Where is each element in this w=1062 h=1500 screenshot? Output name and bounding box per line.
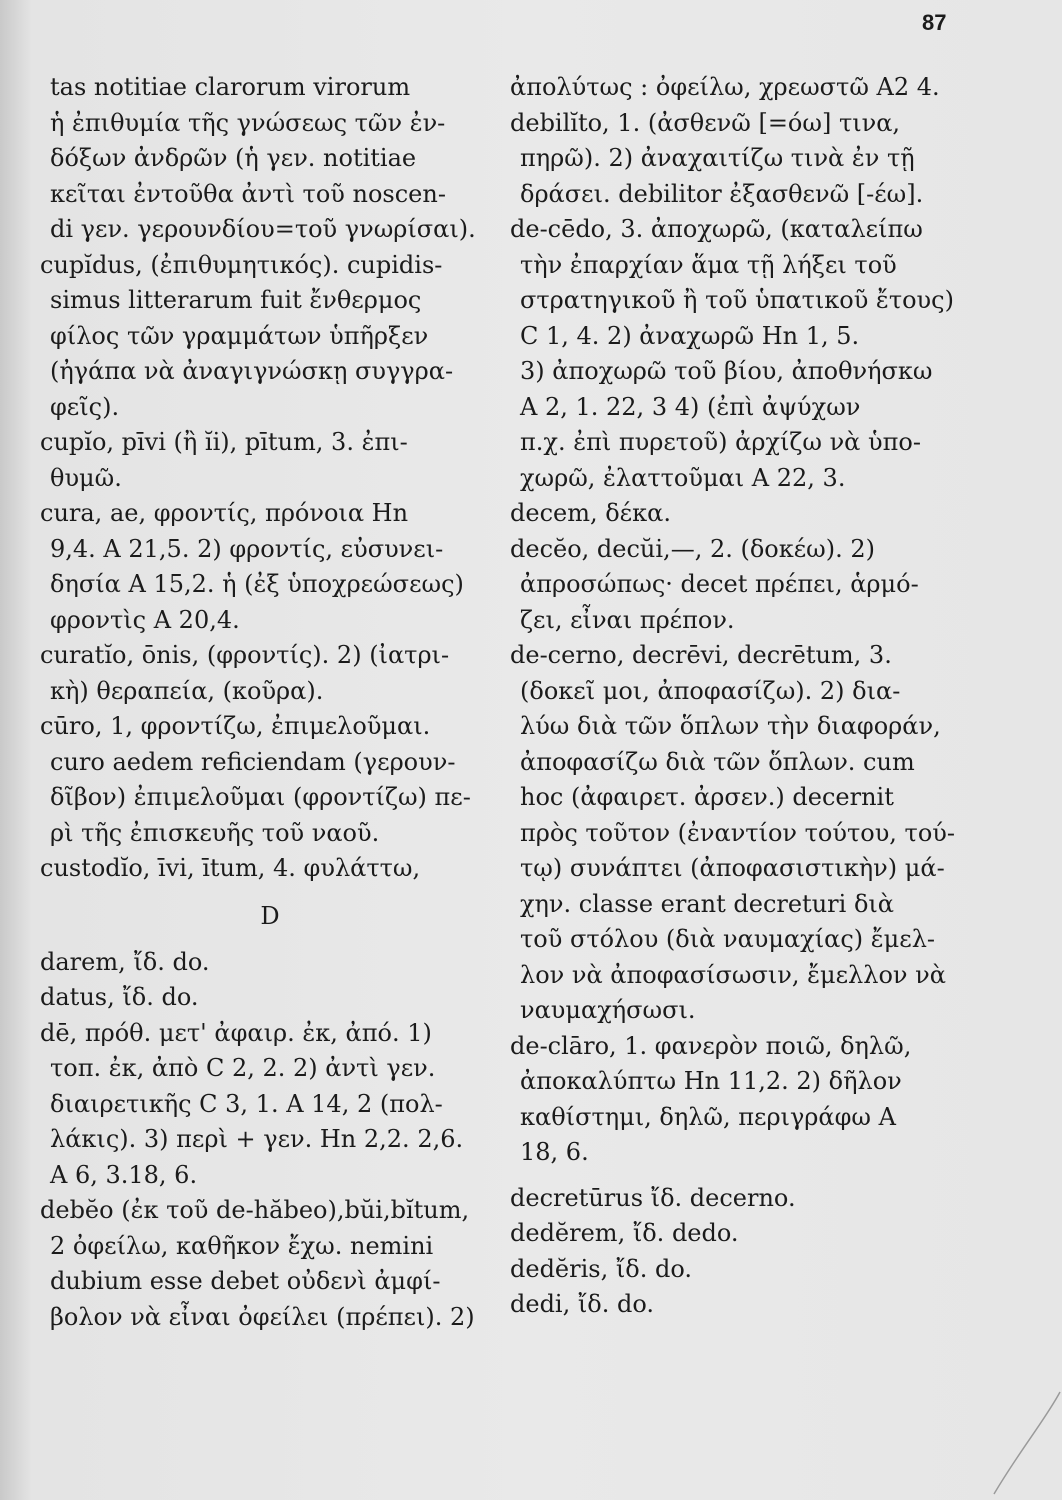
- text-line: cupĭo, pīvi (ἢ ĭi), pītum, 3. ἐπι-: [40, 428, 408, 456]
- left-entries: [40, 70, 480, 887]
- text-line: λύω διὰ τῶν ὅπλων τὴν διαφοράν,: [520, 712, 941, 740]
- text-line: στρατηγικοῦ ἢ τοῦ ὑπατικοῦ ἔτους): [520, 286, 954, 314]
- text-line: ἀποφασίζω διὰ τῶν ὅπλων. cum: [520, 747, 915, 776]
- text-line: τὴν ἐπαρχίαν ἅμα τῇ λήξει τοῦ: [520, 250, 897, 279]
- right-column: [510, 70, 955, 1323]
- right-entries-tail: [510, 1181, 950, 1323]
- text-line: custodĭo, īvi, ītum, 4. φυλάττω,: [40, 854, 421, 882]
- text-line: A 2, 1. 22, 3 4) (ἐπὶ ἀψύχων: [520, 392, 861, 421]
- text-line: χην. classe erant decreturi διὰ: [520, 889, 895, 918]
- text-line: π.χ. ἐπὶ πυρετοῦ) ἀρχίζω νὰ ὑπο-: [520, 428, 921, 456]
- text-line: decĕo, decŭi,—, 2. (δοκέω). 2): [510, 534, 875, 563]
- text-line: curatĭo, ōnis, (φροντίς). 2) (ἰατρι-: [40, 641, 450, 669]
- text-line: 9,4. A 21,5. 2) φροντίς, εὐσυνει-: [50, 534, 444, 563]
- section-letter: D: [260, 901, 280, 930]
- text-line: decem, δέκα.: [510, 499, 671, 527]
- text-line: dedĕris, ἴδ. do.: [510, 1254, 692, 1283]
- text-line: λάκις). 3) περὶ + γεν. Hn 2,2. 2,6.: [50, 1125, 464, 1153]
- left-entries-d: [40, 945, 480, 1336]
- text-line: φεῖς).: [50, 392, 120, 421]
- text-line: (δοκεῖ μοι, ἀποφασίζω). 2) δια-: [520, 676, 901, 705]
- text-line: de-clāro, 1. φανερὸν ποιῶ, δηλῶ,: [510, 1031, 912, 1060]
- text-line: ἀπροσώπως· decet πρέπει, ἁρμό-: [520, 570, 919, 598]
- text-line: κεῖται ἐντοῦθα ἀντὶ τοῦ noscen-: [50, 179, 446, 208]
- text-line: διαιρετικῆς C 3, 1. A 14, 2 (πολ-: [50, 1089, 443, 1118]
- text-line: 3) ἀποχωρῶ τοῦ βίου, ἀποθνήσκω: [520, 357, 933, 385]
- text-line: καθίστημι, δηλῶ, περιγράφω A: [520, 1102, 896, 1131]
- text-line: τῳ) συνάπτει (ἀποφασιστικὴν) μά-: [520, 854, 945, 882]
- text-line: datus, ἴδ. do.: [40, 983, 199, 1011]
- text-line: τοῦ στόλου (διὰ ναυμαχίας) ἔμελ-: [520, 925, 936, 953]
- text-line: δῖβον) ἐπιμελοῦμαι (φροντίζω) πε-: [50, 783, 471, 811]
- text-line: dedĕrem, ἴδ. dedo.: [510, 1219, 739, 1247]
- text-line: A 6, 3.18, 6.: [50, 1160, 198, 1189]
- text-line: κὴ) θεραπεία, (κοῦρα).: [50, 676, 324, 705]
- text-line: cūro, 1, φροντίζω, ἐπιμελοῦμαι.: [40, 712, 431, 740]
- left-column: [40, 70, 480, 1335]
- text-line: de-cēdo, 3. ἀποχωρῶ, (καταλείπω: [510, 215, 923, 243]
- text-line: dubium esse debet οὐδενὶ ἀμφί-: [50, 1267, 441, 1295]
- text-line: βολον νὰ εἶναι ὀφείλει (πρέπει). 2): [50, 1302, 475, 1331]
- text-line: τοπ. ἐκ, ἀπὸ C 2, 2. 2) ἀντὶ γεν.: [50, 1054, 436, 1082]
- text-line: πρὸς τοῦτον (ἐναντίον τούτου, τού-: [520, 818, 955, 847]
- text-line: debĕo (ἐκ τοῦ de-hăbeo),bŭi,bĭtum,: [40, 1196, 470, 1224]
- text-line: φροντὶς A 20,4.: [50, 605, 240, 634]
- text-line: C 1, 4. 2) ἀναχωρῶ Hn 1, 5.: [520, 321, 860, 350]
- text-line: cura, ae, φροντίς, πρόνοια Hn: [40, 499, 409, 527]
- text-line: χωρῶ, ἐλαττοῦμαι A 22, 3.: [520, 463, 846, 492]
- text-line: dē, πρόθ. μετ' ἀφαιρ. ἐκ, ἀπό. 1): [40, 1018, 432, 1047]
- text-line: θυμῶ.: [50, 463, 122, 492]
- text-line: φίλος τῶν γραμμάτων ὑπῆρξεν: [50, 321, 429, 350]
- text-line: ἀπολύτως : ὀφείλω, χρεωστῶ A2 4.: [510, 73, 940, 101]
- text-line: de-cerno, decrēvi, decrētum, 3.: [510, 641, 892, 669]
- spacer: [510, 1171, 950, 1181]
- text-line: debilĭto, 1. (ἀσθενῶ [=όω] τινα,: [510, 108, 901, 137]
- text-line: ἀποκαλύπτω Hn 11,2. 2) δῆλον: [520, 1067, 902, 1095]
- right-entries: [510, 70, 955, 1171]
- text-line: πηρῶ). 2) ἀναχαιτίζω τινὰ ἐν τῇ: [520, 144, 915, 172]
- text-line: δράσει. debilitor ἐξασθενῶ [-έω].: [520, 179, 924, 208]
- text-line: δησία A 15,2. ἡ (ἐξ ὑποχρεώσεως): [50, 570, 464, 598]
- text-line: (ἠγάπα νὰ ἀναγιγνώσκῃ συγγρα-: [50, 357, 454, 385]
- text-line: simus litterarum fuit ἔνθερμος: [50, 286, 422, 314]
- text-line: darem, ἴδ. do.: [40, 947, 210, 976]
- text-line: dedi, ἴδ. do.: [510, 1290, 654, 1318]
- text-line: tas notitiae clarorum virorum: [50, 73, 411, 101]
- text-line: hoc (ἀφαιρετ. ἀρσεν.) decernit: [520, 783, 894, 811]
- text-line: cupĭdus, (ἐπιθυμητικός). cupidis-: [40, 250, 443, 279]
- text-line: ζει, εἶναι πρέπον.: [520, 605, 735, 634]
- page-curl-mark: [990, 1390, 1062, 1500]
- text-line: ἡ ἐπιθυμία τῆς γνώσεως τῶν ἐν-: [50, 108, 446, 137]
- text-line: ρὶ τῆς ἐπισκευῆς τοῦ ναοῦ.: [50, 818, 380, 847]
- text-line: ναυμαχήσωσι.: [520, 996, 696, 1024]
- text-line: 18, 6.: [520, 1138, 589, 1166]
- text-line: decretūrus ἴδ. decerno.: [510, 1183, 796, 1212]
- text-line: 2 ὀφείλω, καθῆκον ἔχω. nemini: [50, 1231, 434, 1260]
- text-line: di γεν. γερουνδίου=τοῦ γνωρίσαι).: [50, 215, 476, 243]
- text-line: λον νὰ ἀποφασίσωσιν, ἔμελλον νὰ: [520, 960, 946, 989]
- text-line: curo aedem reficiendam (γερουν-: [50, 747, 456, 776]
- page-number: 87: [922, 10, 947, 35]
- text-line: δόξων ἀνδρῶν (ἡ γεν. notitiae: [50, 144, 417, 172]
